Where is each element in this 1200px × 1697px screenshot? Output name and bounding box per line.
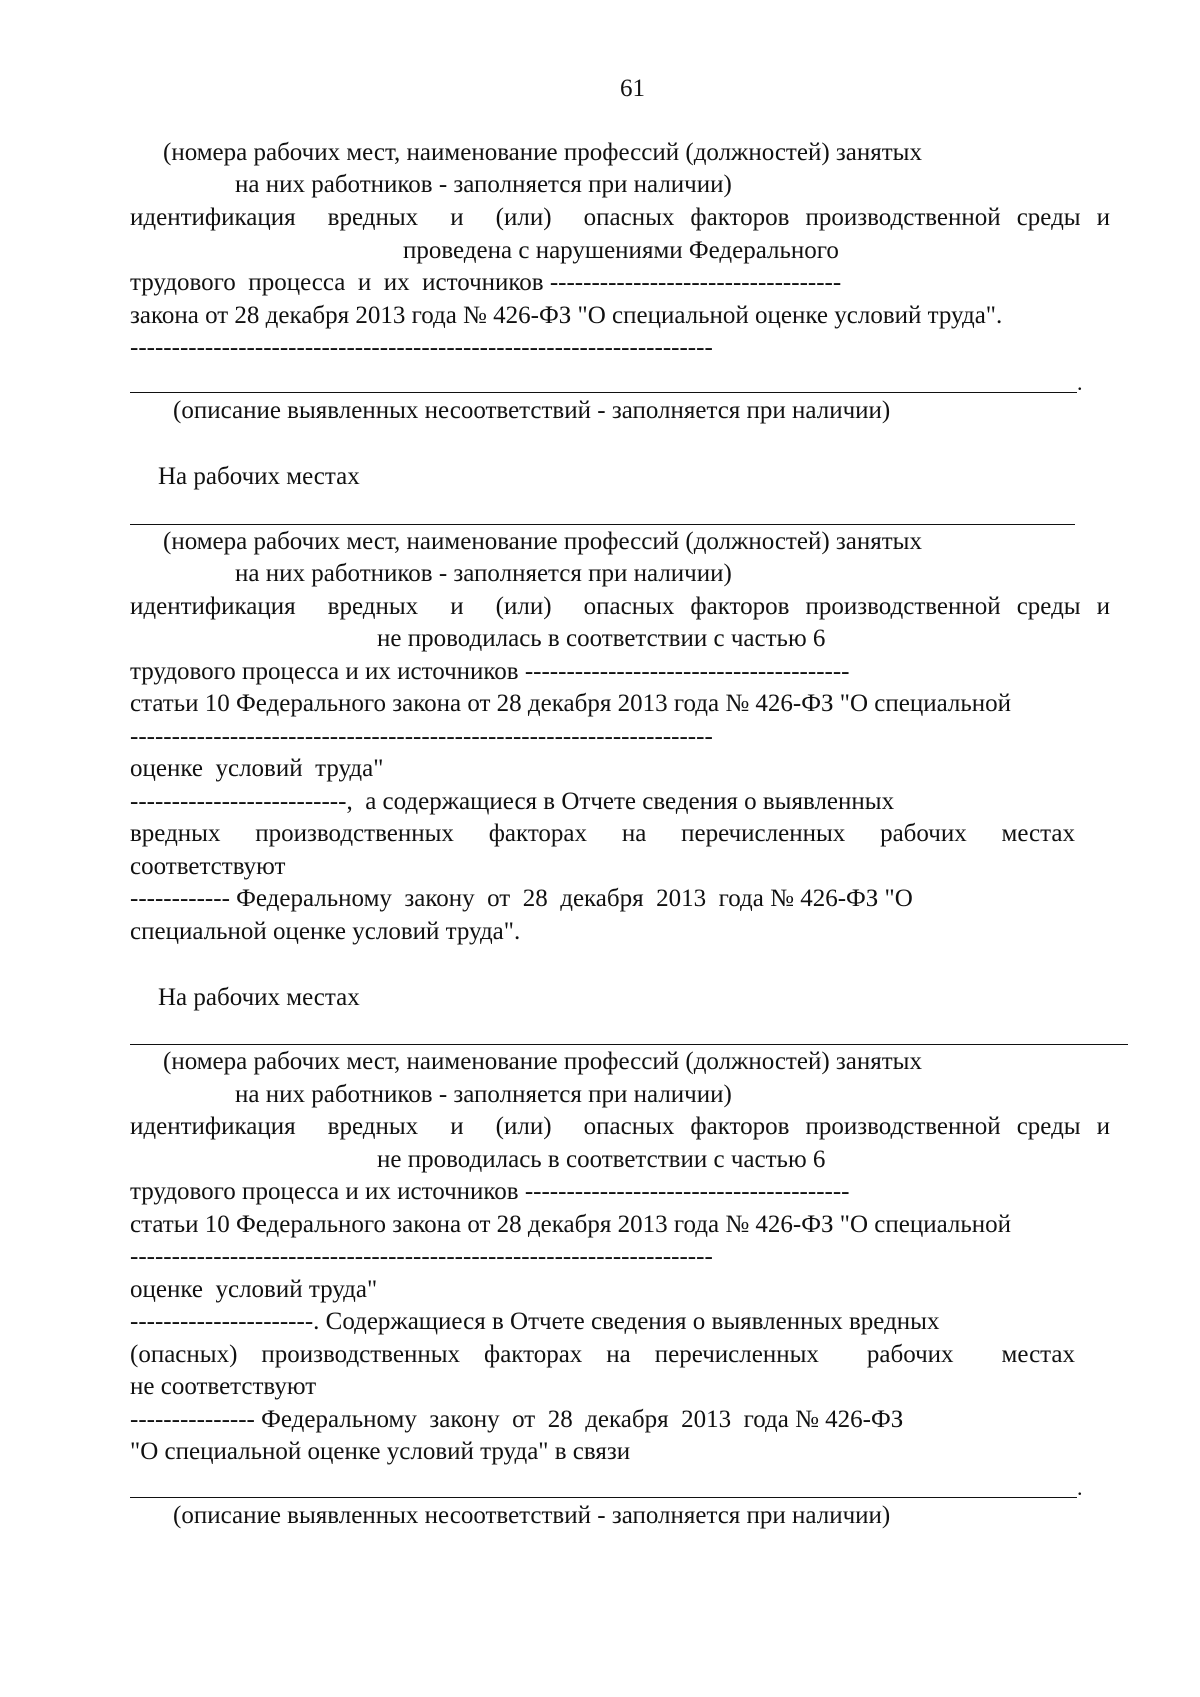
not-comply-line: не соответствуют	[130, 1373, 317, 1400]
workplaces-caption-line2: на них работников - заполняется при наличии)	[235, 560, 732, 587]
labor-process-line: трудового процесса и их источников -----------------------------------	[130, 269, 842, 296]
nonconformity-caption: (описание выявленных несоответствий - заполняется при наличии)	[173, 397, 891, 424]
federal-law-line: --------------- Федеральному закону от 28 декабря 2013 года № 426-ФЗ	[130, 1406, 904, 1433]
comply-line: соответствуют	[130, 853, 286, 880]
workplaces-caption-line1: (номера рабочих мест, наименование профессий (должностей) занятых	[163, 528, 922, 555]
identification-line: идентификация вредных и (или) опасных факторов производственной среды и	[130, 593, 1110, 620]
report-contained-line: ----------------------. Содержащиеся в Отчете сведения о выявленных вредных	[130, 1308, 940, 1335]
workplaces-caption-line2: на них работников - заполняется при наличии)	[235, 1081, 732, 1108]
end-dot: .	[1077, 370, 1083, 395]
harmful-factors-line: (опасных) производственных факторах на перечисленных рабочих местах	[130, 1341, 1075, 1368]
assessment-line: оценке условий труда"	[130, 1276, 378, 1303]
federal-law-line: ------------ Федеральному закону от 28 декабря 2013 года № 426-ФЗ "О	[130, 885, 913, 912]
labor-process-line: трудового процесса и их источников ---------------------------------------	[130, 658, 850, 685]
violation-line: проведена с нарушениями Федерального	[403, 237, 839, 264]
dashes-line: ----------------------------------------------------------------------	[130, 334, 713, 361]
workplaces-heading: На рабочих местах	[158, 463, 360, 490]
page-number: 61	[620, 75, 645, 102]
assessment-line: оценке условий труда"	[130, 755, 384, 782]
workplaces-fill-line	[130, 1044, 1128, 1045]
workplaces-caption-line1: (номера рабочих мест, наименование профессий (должностей) занятых	[163, 139, 922, 166]
article-reference-line: статьи 10 Федерального закона от 28 декабря 2013 года № 426-ФЗ "О специальной	[130, 690, 1012, 717]
dashes-line: ----------------------------------------------------------------------	[130, 1243, 713, 1270]
workplaces-heading: На рабочих местах	[158, 984, 360, 1011]
end-dot: .	[1077, 1475, 1083, 1500]
not-conducted-line: не проводилась в соответствии с частью 6	[377, 1146, 826, 1173]
harmful-factors-line: вредных производственных факторах на перечисленных рабочих местах	[130, 820, 1075, 847]
identification-line: идентификация вредных и (или) опасных факторов производственной среды и	[130, 204, 1110, 231]
law-link-line: "О специальной оценке условий труда" в связи	[130, 1438, 631, 1465]
nonconformity-fill-line	[130, 392, 1077, 393]
identification-line: идентификация вредных и (или) опасных факторов производственной среды и	[130, 1113, 1110, 1140]
law-reference-line: закона от 28 декабря 2013 года № 426-ФЗ "О специальной оценке условий труда".	[130, 302, 1003, 329]
dashes-line: ----------------------------------------------------------------------	[130, 723, 713, 750]
final-line: специальной оценке условий труда".	[130, 918, 521, 945]
article-reference-line: статьи 10 Федерального закона от 28 декабря 2013 года № 426-ФЗ "О специальной	[130, 1211, 1012, 1238]
report-contained-line: --------------------------, а содержащиеся в Отчете сведения о выявленных	[130, 788, 895, 815]
labor-process-line: трудового процесса и их источников ---------------------------------------	[130, 1178, 850, 1205]
workplaces-caption-line1: (номера рабочих мест, наименование профессий (должностей) занятых	[163, 1048, 922, 1075]
nonconformity-fill-line	[130, 1497, 1077, 1498]
workplaces-caption-line2: на них работников - заполняется при наличии)	[235, 171, 732, 198]
workplaces-fill-line	[130, 524, 1075, 525]
nonconformity-caption: (описание выявленных несоответствий - заполняется при наличии)	[173, 1502, 891, 1529]
not-conducted-line: не проводилась в соответствии с частью 6	[377, 625, 826, 652]
